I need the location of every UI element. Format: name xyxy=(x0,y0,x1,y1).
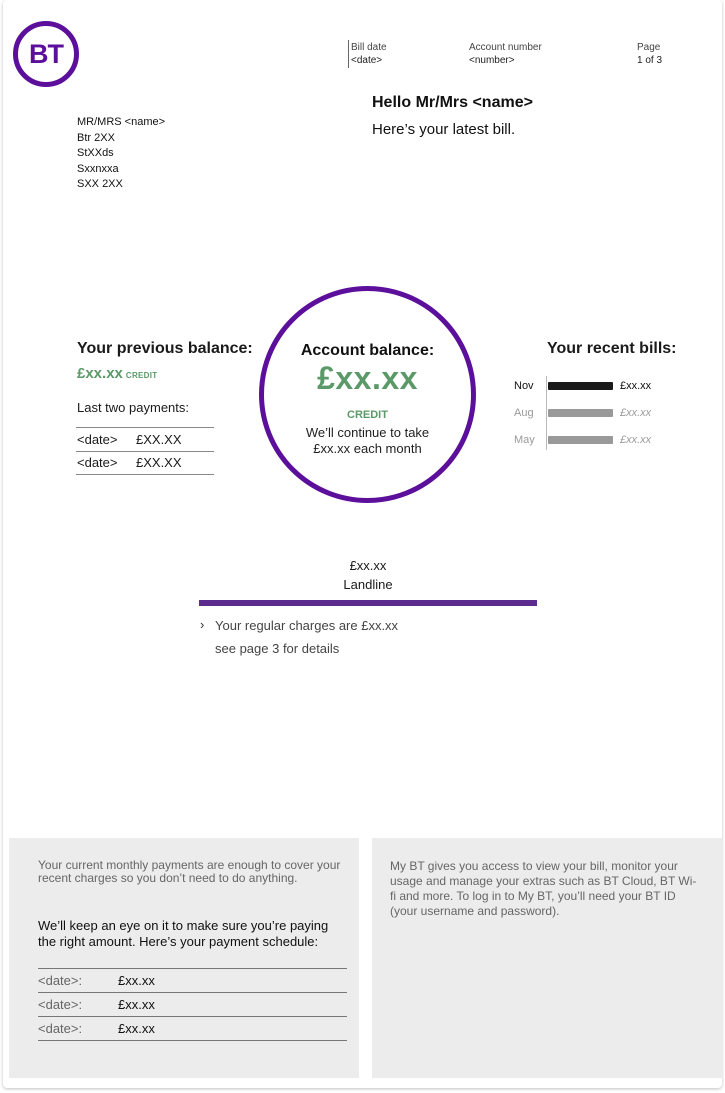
bill-date-label: Bill date xyxy=(351,42,387,53)
account-balance-circle xyxy=(259,286,476,503)
bill-date-value: <date> xyxy=(351,55,383,66)
address-line: Sxxnxxa xyxy=(77,162,119,175)
payment-schedule-panel xyxy=(9,838,359,1078)
header-divider xyxy=(348,40,349,68)
previous-balance-amount xyxy=(77,365,157,382)
address-line: StXXds xyxy=(77,147,114,159)
schedule-date: <date>: xyxy=(38,1021,83,1036)
mybt-info-panel xyxy=(372,838,723,1078)
payment-row xyxy=(76,428,214,452)
payment-amount: £XX.XX xyxy=(136,455,182,471)
page-number-label: Page xyxy=(637,42,661,53)
landline-label: Landline xyxy=(343,577,393,592)
schedule-amount: £xx.xx xyxy=(118,997,155,1012)
recent-bill-amount: £xx.xx xyxy=(620,434,652,446)
payment-date: <date> xyxy=(77,455,118,471)
bill-date xyxy=(351,41,387,67)
recent-bill-bar xyxy=(548,436,613,444)
regular-charges-note: Your regular charges are £xx.xx xyxy=(215,618,399,633)
landline-amount: £xx.xx xyxy=(349,558,387,573)
bill-page xyxy=(3,0,722,1088)
account-number-label: Account number xyxy=(469,42,542,53)
greeting-title: Hello Mr/Mrs <name> xyxy=(372,94,533,111)
schedule-row xyxy=(38,993,347,1017)
recent-bill-amount: £xx.xx xyxy=(620,380,652,392)
account-balance-amount: £xx.xx xyxy=(317,360,418,396)
chevron-right-icon: › xyxy=(200,617,205,632)
payment-row xyxy=(76,452,214,476)
recent-bill-month: Nov xyxy=(514,380,534,392)
bt-logo-text: BT xyxy=(29,38,63,69)
schedule-amount: £xx.xx xyxy=(118,1021,155,1036)
recent-bills-title: Your recent bills: xyxy=(547,340,677,357)
account-balance-message-line: £xx.xx each month xyxy=(313,441,422,456)
recent-bill-bar xyxy=(548,409,613,417)
schedule-row xyxy=(38,1017,347,1041)
bt-logo xyxy=(13,21,79,87)
payment-amount: £XX.XX xyxy=(136,431,182,447)
account-number xyxy=(469,41,542,67)
address-line: SXX 2XX xyxy=(77,178,123,190)
mybt-info-text: My BT gives you access to view your bill, monitor your usage and manage your extras such as BT Cloud, BT Wi-fi and more. To log in to My BT, you’ll need your BT ID (your username and password). xyxy=(390,859,697,918)
previous-balance-credit-tag: CREDIT xyxy=(125,371,158,380)
schedule-date: <date>: xyxy=(38,997,83,1012)
recent-bill-row xyxy=(514,406,651,420)
recent-bill-month: Aug xyxy=(514,407,534,419)
recent-bill-row xyxy=(514,433,651,447)
greeting-subtitle: Here’s your latest bill. xyxy=(372,121,516,138)
recent-bill-amount: £xx.xx xyxy=(620,407,652,419)
page-number xyxy=(637,41,662,67)
previous-balance-title: Your previous balance: xyxy=(77,340,253,357)
address-line: MR/MRS <name> xyxy=(77,116,166,128)
last-payments-label: Last two payments: xyxy=(77,400,189,415)
schedule-amount: £xx.xx xyxy=(118,973,155,988)
recent-bill-row xyxy=(514,379,651,393)
account-balance-message xyxy=(264,425,471,457)
page-number-value: 1 of 3 xyxy=(637,55,663,66)
account-balance-message-line: We’ll continue to take xyxy=(305,425,430,440)
schedule-date: <date>: xyxy=(38,973,83,988)
payment-schedule-table xyxy=(38,968,347,1041)
payment-status-text: Your current monthly payments are enough to cover your recent charges so you don’t need to do anything. xyxy=(38,858,341,885)
account-balance-credit-label: CREDIT xyxy=(347,409,388,421)
account-number-value: <number> xyxy=(469,55,515,66)
previous-balance-value: £xx.xx xyxy=(77,365,123,382)
address-line: Btr 2XX xyxy=(77,131,115,144)
recent-bill-month: May xyxy=(514,434,535,446)
payment-date: <date> xyxy=(77,431,118,447)
last-payments-table xyxy=(76,427,214,475)
customer-address xyxy=(77,115,165,193)
page-reference-note: see page 3 for details xyxy=(215,641,340,656)
recent-bill-bar xyxy=(548,382,613,390)
schedule-row xyxy=(38,969,347,993)
account-balance-title: Account balance: xyxy=(300,342,435,359)
payment-schedule-intro: We’ll keep an eye on it to make sure you’re paying the right amount. Here’s your payment schedule: xyxy=(38,918,329,949)
landline-bar xyxy=(199,600,537,606)
